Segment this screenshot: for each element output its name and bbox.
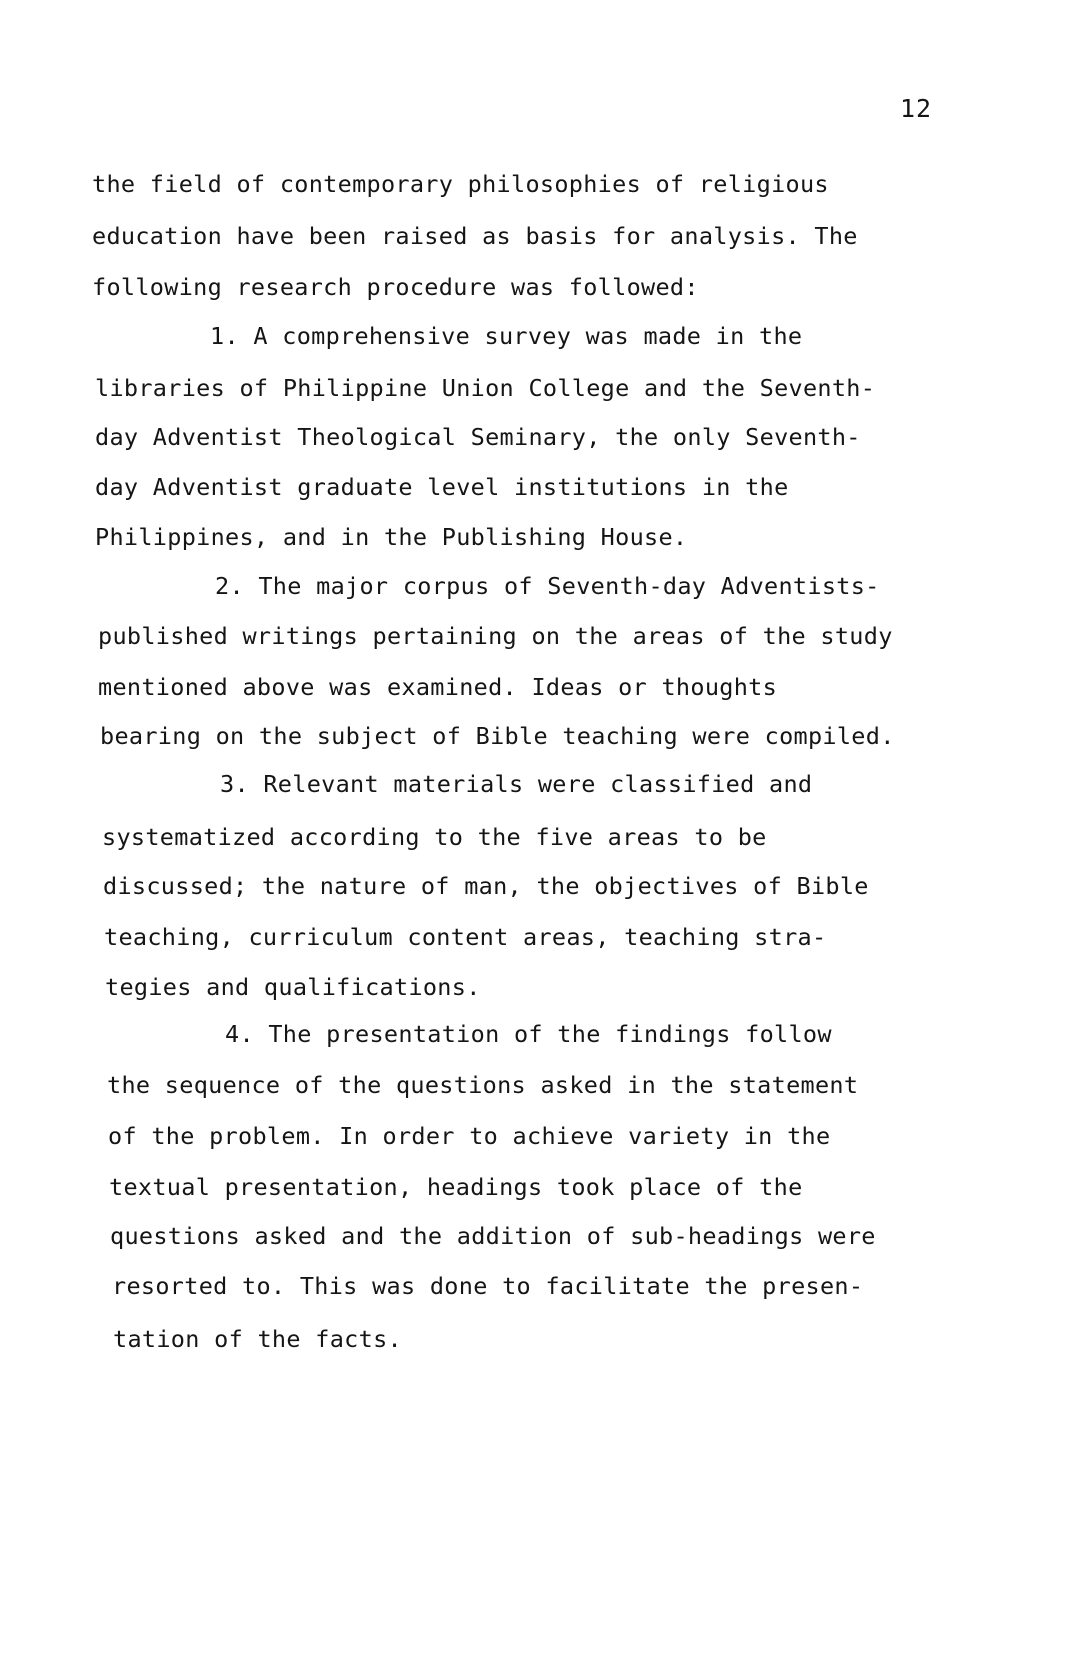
text-line: the field of contemporary philosophies of religious (92, 170, 829, 198)
text-line: day Adventist Theological Seminary, the only Seventh- (95, 423, 861, 451)
text-line: 1. A comprehensive survey was made in the (210, 322, 803, 350)
text-line: questions asked and the addition of sub-headings were (110, 1222, 876, 1250)
text-line: day Adventist graduate level institutions in the (95, 473, 789, 501)
text-line: mentioned above was examined. Ideas or thoughts (98, 673, 778, 701)
text-line: of the problem. In order to achieve variety in the (108, 1122, 831, 1150)
text-line: systematized according to the five areas to be (102, 823, 767, 851)
text-line: bearing on the subject of Bible teaching were compiled. (100, 722, 895, 750)
text-line: textual presentation, headings took place of the (109, 1173, 803, 1201)
text-line: following research procedure was followed: (92, 273, 699, 301)
text-line: the sequence of the questions asked in the statement (107, 1071, 859, 1099)
text-line: discussed; the nature of man, the objectives of Bible (103, 872, 869, 900)
text-line: 2. The major corpus of Seventh-day Adventists- (215, 572, 880, 600)
text-line: 3. Relevant materials were classified and (220, 770, 813, 798)
text-line: resorted to. This was done to facilitate the presen- (112, 1272, 864, 1300)
text-line: teaching, curriculum content areas, teaching stra- (104, 923, 827, 951)
text-line: 4. The presentation of the findings follow (225, 1020, 832, 1048)
text-line: published writings pertaining on the areas of the study (98, 622, 893, 650)
page-number: 12 (900, 94, 933, 123)
text-line: tation of the facts. (113, 1325, 402, 1353)
text-line: tegies and qualifications. (105, 973, 481, 1001)
text-line: Philippines, and in the Publishing House. (95, 523, 688, 551)
text-line: libraries of Philippine Union College and the Seventh- (95, 374, 876, 402)
text-line: education have been raised as basis for analysis. The (92, 222, 858, 250)
